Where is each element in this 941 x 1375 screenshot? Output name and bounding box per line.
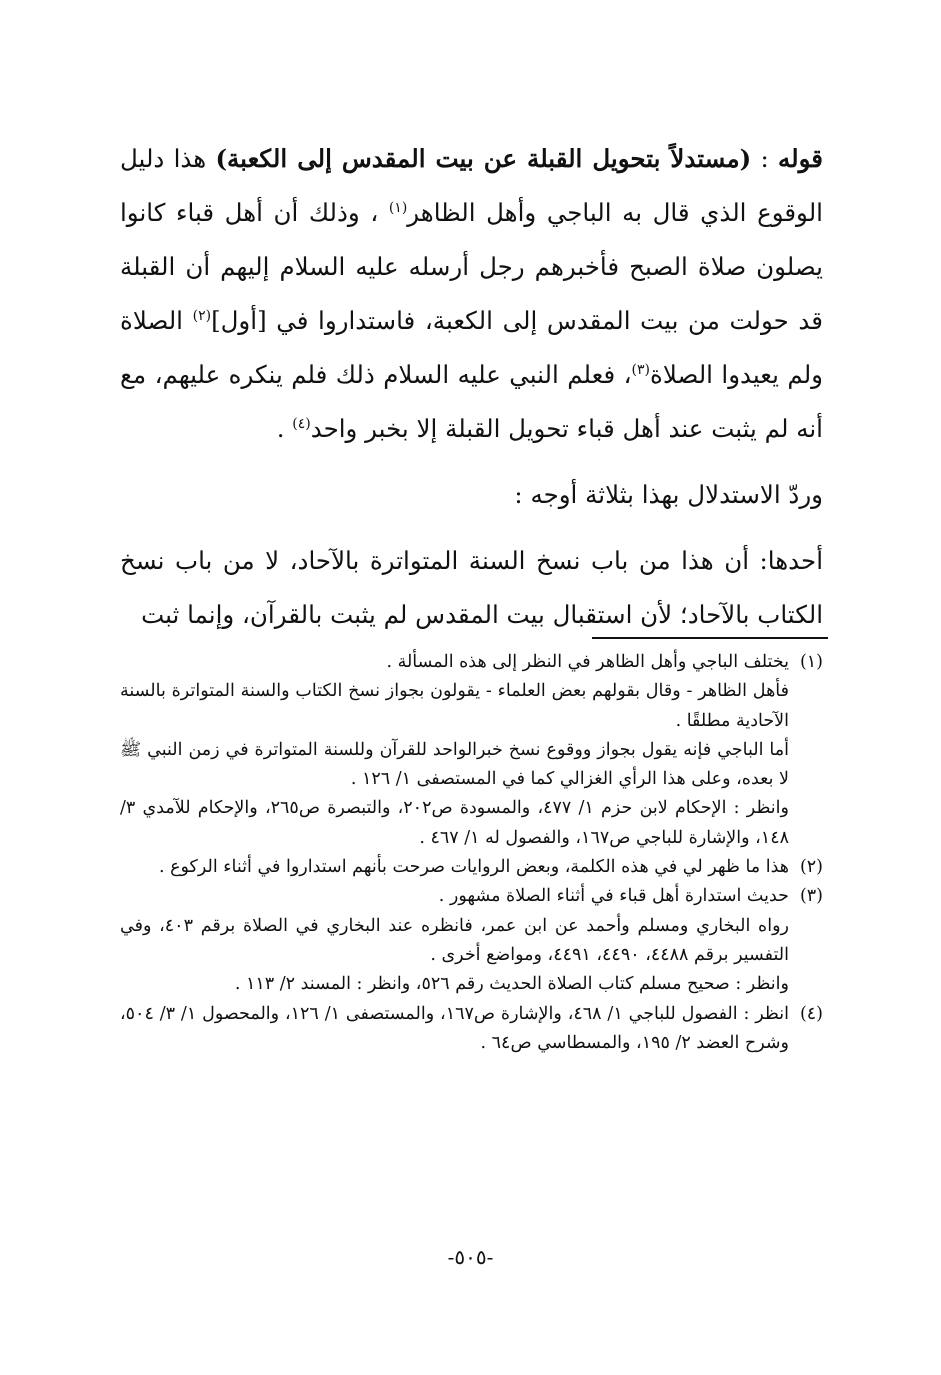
lead-colon: : — [751, 144, 779, 173]
footnote-line: أما الباجي فإنه يقول بجواز ووقوع نسخ خبرالواحد للقرآن وللسنة المتواترة في زمن النبي ﷺ لا بعده، وعلى هذا الرأي الغزالي كما في المستصفى ١/ ١٢٦ . — [120, 739, 789, 790]
page-number: -٥٠٥- — [447, 1245, 494, 1269]
footnote-3 — [120, 882, 823, 999]
paragraph-1-text-e: . — [276, 414, 293, 443]
footnote-number: (٣) — [799, 886, 823, 907]
footnote-number: (٢) — [799, 857, 823, 878]
footnote-line: يختلف الباجي وأهل الظاهر في النظر إلى هذه المسألة . — [386, 652, 789, 672]
footnote-2 — [120, 853, 823, 882]
main-text — [120, 132, 823, 642]
paragraph-2: وردّ الاستدلال بهذا بثلاثة أوجه : — [514, 480, 823, 509]
footnote-body — [120, 853, 789, 882]
footnotes — [120, 648, 823, 1058]
footnote-line: وانظر : الإحكام لابن حزم ١/ ٤٧٧، والمسودة ص٢٠٢، والتبصرة ص٢٦٥، والإحكام للآمدي ٣/ ١٤٨، والإشارة للباجي ص١٦٧، والفصول له ١/ ٤٦٧ . — [120, 798, 789, 848]
quoted-text: (مستدلاً بتحويل القبلة عن بيت المقدس إلى الكعبة) — [215, 144, 752, 173]
footnote-number: (١) — [799, 652, 823, 672]
paragraph-3: أحدها: أن هذا من باب نسخ السنة المتواترة بالآحاد، لا من باب نسخ الكتاب بالآحاد؛ لأن استقبال بيت المقدس لم يثبت بالقرآن، وإنما ثبت — [120, 546, 823, 629]
footnote-body — [120, 1000, 789, 1059]
paragraph-1-text-d: ، فعلم النبي عليه السلام ذلك فلم ينكره عليهم، مع أنه لم يثبت عند أهل قباء تحويل القبلة إلا بخبر واحد — [120, 360, 823, 443]
footnote-body — [120, 648, 789, 853]
footnote-line: هذا ما ظهر لي في هذه الكلمة، وبعض الروايات صرحت بأنهم استداروا في أثناء الركوع . — [158, 857, 789, 878]
footnote-ref-4: (٤) — [292, 415, 311, 432]
footnote-ref-2: (٢) — [192, 307, 212, 324]
paragraph-1-text-b: ، وذلك أن أهل قباء كانوا يصلون صلاة الصبح فأخبرهم رجل أرسله عليه السلام إليهم أن القبلة قد حولت من بيت المقدس إلى الكعبة، فاستداروا في [أول] — [120, 198, 823, 335]
paragraph-1-text-a: هذا دليل الوقوع الذي قال به الباجي وأهل الظاهر — [120, 144, 823, 227]
paragraph-1 — [120, 132, 823, 456]
paragraph-1-text-c: الصلاة ولم يعيدوا الصلاة — [120, 306, 823, 389]
footnote-4 — [120, 1000, 823, 1059]
footnote-line: انظر : الفصول للباجي ١/ ٤٦٨، والإشارة ص١٦٧، والمستصفى ١/ ١٢٦، والمحصول ١/ ٣/ ٥٠٤، وشرح العضد ٢/ ١٩٥، والمسطاسي ص٦٤ . — [120, 1003, 790, 1053]
footnote-line: رواه البخاري ومسلم وأحمد عن ابن عمر، فانظره عند البخاري في الصلاة برقم ٤٠٣، وفي التفسير برقم ٤٤٨٨، ٤٤٩٠، ٤٤٩١، ومواضع أخرى . — [120, 915, 789, 965]
footnote-number: (٤) — [799, 1003, 823, 1024]
footnote-line: فأهل الظاهر - وقال بقولهم بعض العلماء - يقولون بجواز نسخ الكتاب والسنة المتواترة بالسنة الآحادية مطلقًا . — [120, 681, 789, 731]
footnote-separator — [592, 637, 828, 639]
footnote-ref-1: (١) — [388, 199, 408, 216]
footnote-1 — [120, 648, 823, 853]
footnote-body — [120, 882, 789, 999]
footnote-ref-3: (٣) — [631, 361, 650, 378]
lead-word: قوله — [778, 144, 823, 173]
footnote-line: حديث استدارة أهل قباء في أثناء الصلاة مشهور . — [438, 886, 789, 907]
footnote-line: وانظر : صحيح مسلم كتاب الصلاة الحديث رقم ٥٢٦، وانظر : المسند ٢/ ١١٣ . — [234, 974, 789, 995]
